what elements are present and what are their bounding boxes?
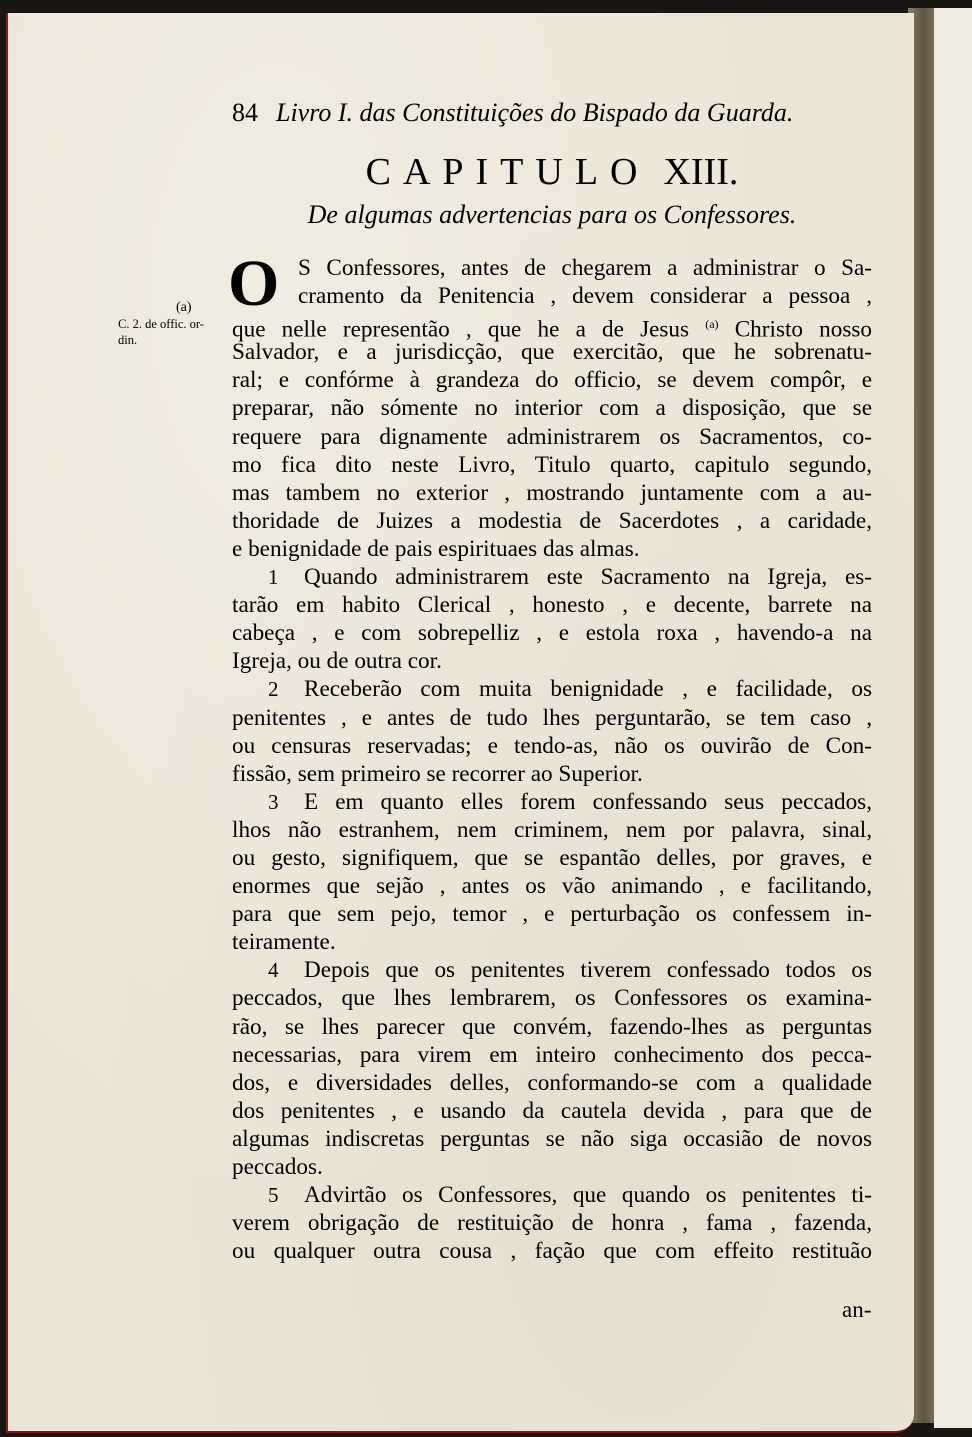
text-line: cabeça , e com sobrepelliz , e estola roxa , havendo-a na [232, 620, 872, 647]
paragraph-number: 3 [268, 789, 279, 814]
text-line-content: Quando administrarem este Sacramento na Igreja, es- [304, 564, 872, 591]
text-line: peccados. [232, 1154, 323, 1180]
text-line: ou qualquer outra cousa , fação que com effeito restituão [232, 1238, 872, 1265]
text-line: lhos não estranhem, nem criminem, nem por palavra, sinal, [232, 816, 872, 843]
paragraph-1 [232, 563, 872, 675]
paragraph-number: 2 [268, 677, 279, 702]
running-head-title: Livro I. das Constituições do Bispado da Guarda. [276, 98, 794, 127]
text-line: para que sem pejo, temor , e perturbação os confessem in- [232, 901, 872, 928]
text-line: algumas indiscretas perguntas se não siga occasião de novos [232, 1125, 872, 1152]
margin-note-line-1: C. 2. de offic. or- [118, 317, 204, 331]
chapter-subtitle: De algumas advertencias para os Confessores. [307, 200, 797, 229]
text-line [232, 788, 872, 816]
text-line: fissão, sem primeiro se recorrer ao Superior. [232, 760, 643, 787]
text-line: thoridade de Juizes a modestia de Sacerdotes , a caridade, [232, 507, 872, 534]
text-line: necessarias, para virem em inteiro conhecimento dos pecca- [232, 1041, 872, 1068]
chapter-number: XIII. [663, 151, 739, 193]
paragraph-4 [232, 956, 872, 1181]
text-line: dos penitentes , e usando da cautela devida , para que de [232, 1097, 872, 1124]
page-number: 84 [232, 98, 258, 127]
text-line: teiramente. [232, 929, 336, 956]
text-line-content: Advirtão os Confessores, que quando os penitentes ti- [304, 1182, 872, 1209]
body-text [228, 247, 872, 1265]
footnote-reference: (a) [705, 317, 719, 332]
paragraph-2 [232, 675, 872, 787]
paragraph-number: 1 [268, 565, 279, 590]
text-line-content: Depois que os penitentes tiverem confessado todos os [304, 957, 872, 984]
chapter-label: CAPITULO [365, 151, 650, 193]
text-line: rão, se lhes parecer que convém, fazendo-lhes as perguntas [232, 1013, 872, 1040]
text-line: mas tambem no exterior , mostrando juntamente com a au- [232, 479, 872, 506]
text-line [232, 1181, 872, 1209]
catchword: an- [842, 1297, 872, 1322]
text-line: requere para dignamente administrarem os Sacramentos, co- [232, 423, 872, 450]
text-line: peccados, que lhes lembrarem, os Confessores os examina- [232, 985, 872, 1012]
facing-page-edge [934, 8, 972, 1428]
text-line-start: que nelle representão , que he a de Jesus [232, 316, 690, 343]
text-line: dos, e diversidades delles, conformando-se com a qualidade [232, 1069, 872, 1096]
chapter-title [232, 150, 872, 194]
text-line: ral; e confórme à grandeza do officio, se devem compôr, e [232, 367, 872, 394]
margin-note-line-2: din. [118, 333, 138, 347]
text-line: e benignidade de pais espirituaes das almas. [232, 535, 640, 562]
text-line [232, 956, 872, 984]
text-line: ou censuras reservadas; e tendo-as, não os ouvirão de Con- [232, 732, 872, 759]
paragraph-5 [232, 1181, 872, 1265]
paragraph-number: 5 [268, 1183, 279, 1208]
text-line: penitentes , e antes de tudo lhes perguntarão, se tem caso , [232, 704, 872, 731]
running-head [232, 98, 872, 128]
margin-note-mark: (a) [176, 300, 192, 315]
text-line: tarão em habito Clerical , honesto , e decente, barrete na [232, 592, 872, 619]
text-line: Salvador, e a jurisdicção, que exercitão, que he sobrenatu- [232, 339, 872, 366]
text-line-end: Christo nosso [734, 316, 872, 343]
text-line [232, 675, 872, 703]
text-line: Igreja, ou de outra cor. [232, 648, 442, 675]
drop-cap: O [228, 247, 280, 320]
margin-note [118, 300, 230, 348]
text-line: S Confessores, antes de chegarem a administrar o Sa- [298, 255, 872, 281]
paragraph-3 [232, 788, 872, 957]
text-line: ou gesto, signifiquem, que se espantão delles, por graves, e [232, 844, 872, 871]
text-line: preparar, não sómente no interior com a disposição, que se [232, 395, 872, 422]
text-line: cramento da Penitencia , devem considerar a pessoa , [298, 283, 872, 310]
text-line: mo fica dito neste Livro, Titulo quarto, capitulo segundo, [232, 451, 872, 478]
text-line: enormes que sejão , antes os vão animando , e facilitando, [232, 873, 872, 900]
text-line-content: Receberão com muita benignidade , e facilidade, os [304, 676, 872, 703]
text-line-content: E em quanto elles forem confessando seus peccados, [304, 788, 872, 815]
text-line-with-footnote [232, 310, 872, 343]
text-line [232, 563, 872, 591]
text-line: verem obrigação de restituição de honra , fama , fazenda, [232, 1210, 872, 1237]
paragraph-number: 4 [268, 958, 279, 983]
